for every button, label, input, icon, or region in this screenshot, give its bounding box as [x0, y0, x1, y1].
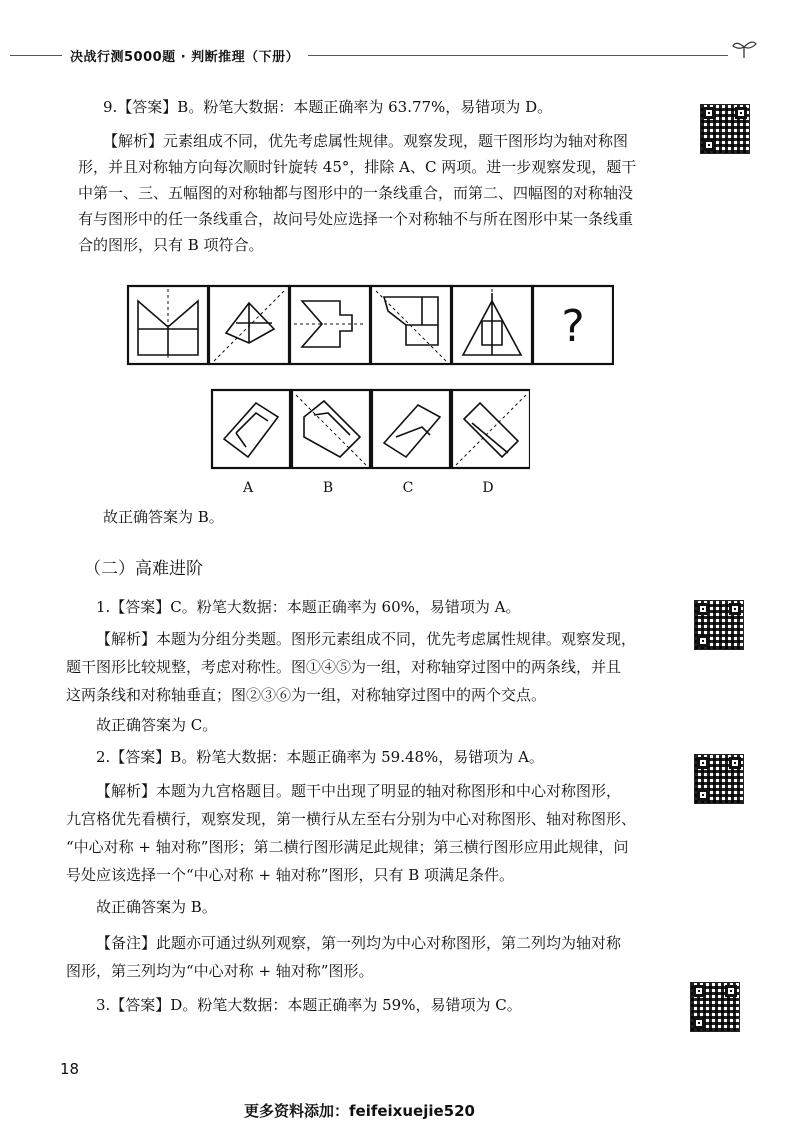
q9-analysis-line-3: 中第一、三、五幅图的对称轴都与图形中的一条线重合，而第二、四幅图的对称轴没: [78, 184, 634, 202]
footer-contact: 更多资料添加：feifeixuejie520: [244, 1102, 475, 1120]
q2-analysis-line-3: “中心对称 + 轴对称”图形；第二横行图形满足此规律；第三横行图形应用此规律，问: [66, 838, 629, 856]
q9-answer-line: 9.【答案】B。粉笔大数据：本题正确率为 63.77%，易错项为 D。: [103, 98, 553, 116]
qr-code[interactable]: [694, 600, 744, 650]
q2-note-line-1: 【备注】此题亦可通过纵列观察，第一列均为中心对称图形，第二列均为轴对称: [96, 934, 622, 952]
q2-analysis-line-4: 号处应该选择一个“中心对称 + 轴对称”图形，只有 B 项满足条件。: [66, 866, 515, 884]
option-box-c: [372, 390, 450, 468]
option-label-d: D: [482, 480, 494, 496]
sprout-icon: [730, 38, 758, 60]
q1-answer-line: 1.【答案】C。粉笔大数据：本题正确率为 60%，易错项为 A。: [96, 598, 521, 616]
q3-answer-line: 3.【答案】D。粉笔大数据：本题正确率为 59%，易错项为 C。: [96, 996, 522, 1014]
q9-options-figure: [210, 387, 530, 471]
qr-code[interactable]: [694, 754, 744, 804]
q9-conclusion: 故正确答案为 B。: [103, 508, 224, 526]
q2-analysis-line-2: 九宫格优先看横行，观察发现，第一横行从左至右分别为中心对称图形、轴对称图形、: [66, 810, 637, 828]
q2-note-line-2: 图形，第三列均为“中心对称 + 轴对称”图形。: [66, 962, 374, 980]
q2-analysis-line-1: 【解析】本题为九宫格题目。题干中出现了明显的轴对称图形和中心对称图形，: [96, 782, 622, 800]
q9-sequence-figure: [126, 283, 614, 367]
option-label-c: C: [402, 480, 414, 496]
option-box-d: [452, 390, 530, 468]
section-heading: （二）高难进阶: [84, 559, 203, 579]
option-box-a: [212, 390, 290, 468]
q1-analysis-line-1: 【解析】本题为分组分类题。图形元素组成不同，优先考虑属性规律。观察发现，: [96, 630, 637, 648]
q9-analysis-line-2: 形，并且对称轴方向每次顺时针旋转 45°，排除 A、C 两项。进一步观察发现，题干: [78, 158, 637, 176]
q9-analysis-line-1: 【解析】元素组成不同，优先考虑属性规律。观察发现，题干图形均为轴对称图: [103, 132, 629, 150]
q9-question-mark: ?: [561, 301, 585, 352]
running-header-title: 决战行测5000题 · 判断推理（下册）: [70, 50, 300, 65]
q2-conclusion: 故正确答案为 B。: [96, 898, 217, 916]
q9-analysis-line-5: 合的图形，只有 B 项符合。: [78, 236, 264, 254]
option-label-a: A: [242, 480, 254, 496]
option-label-b: B: [322, 480, 334, 496]
header-rule-left: [10, 55, 62, 56]
header-rule-right: [308, 55, 728, 56]
q2-answer-line: 2.【答案】B。粉笔大数据：本题正确率为 59.48%，易错项为 A。: [96, 748, 544, 766]
sequence-box-3: [290, 286, 370, 364]
q9-analysis-line-4: 有与图形中的任一条线重合，故问号处应选择一个对称轴不与所在图形中某一条线重: [78, 210, 634, 228]
qr-code[interactable]: [690, 982, 740, 1032]
q1-analysis-line-2: 题干图形比较规整，考虑对称性。图①④⑤为一组，对称轴穿过图中的两条线，并且: [66, 658, 622, 676]
qr-code[interactable]: [700, 104, 750, 154]
page-number: 18: [60, 1060, 80, 1078]
q1-analysis-line-3: 这两条线和对称轴垂直；图②③⑥为一组，对称轴穿过图中的两个交点。: [66, 686, 547, 704]
q1-conclusion: 故正确答案为 C。: [96, 716, 218, 734]
